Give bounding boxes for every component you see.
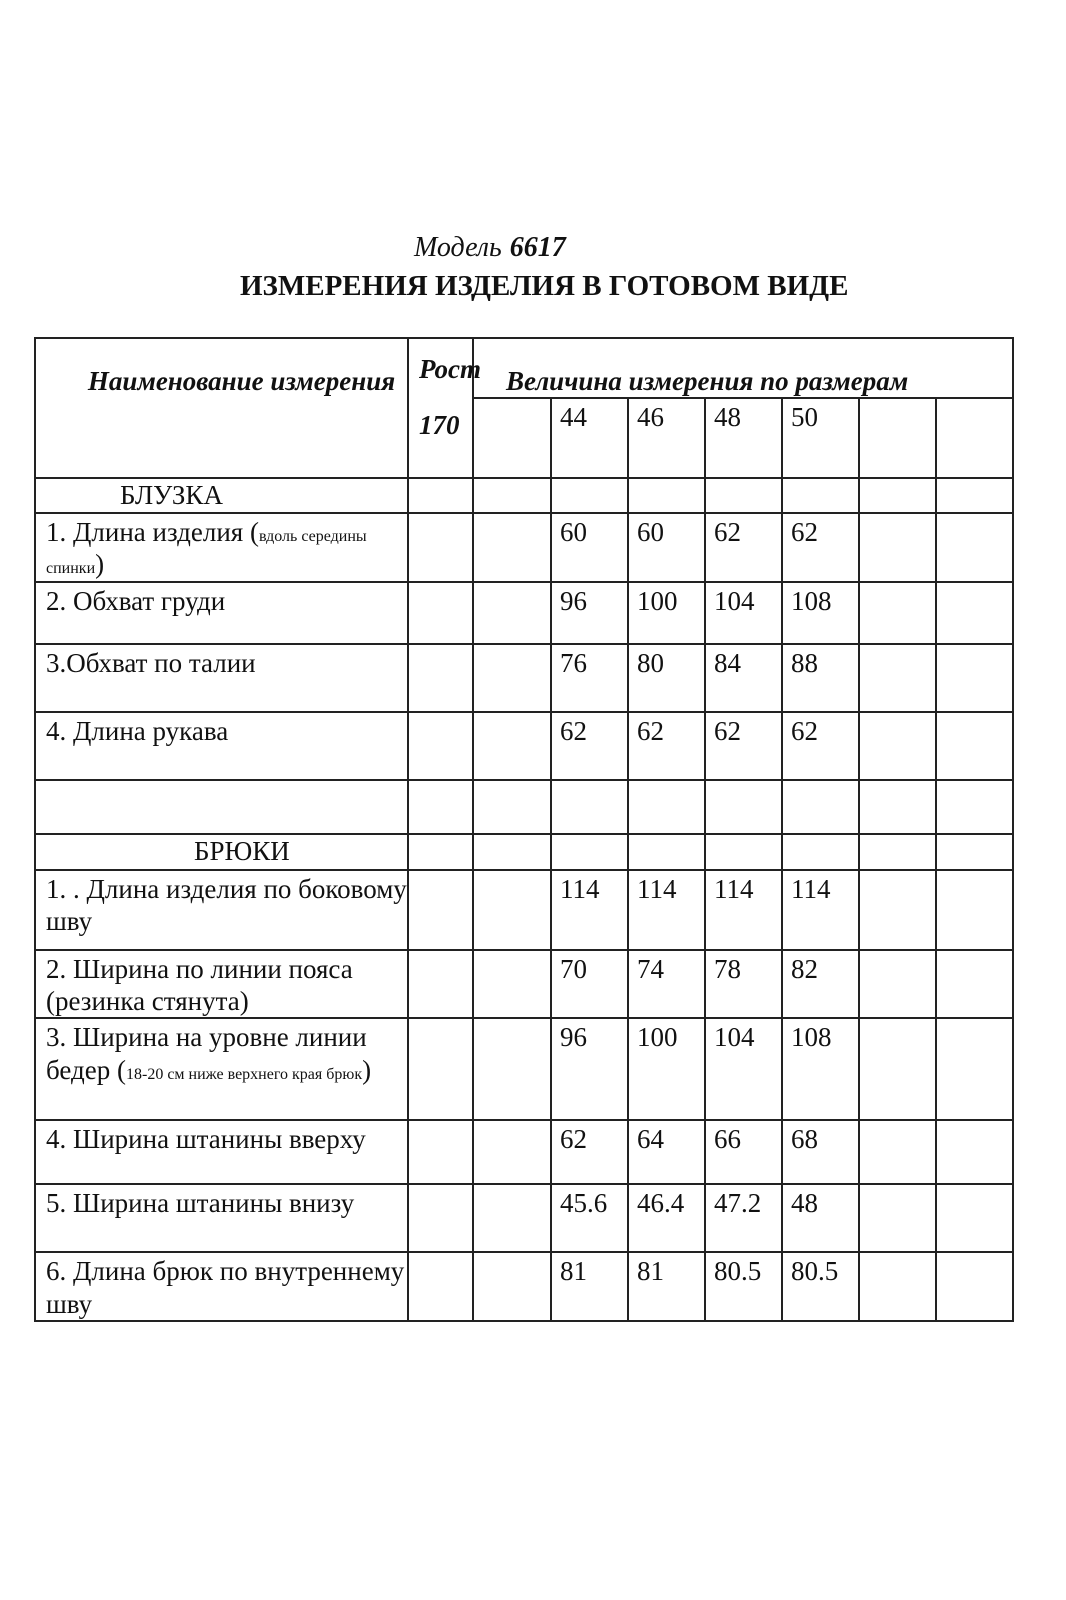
value-cell: 62 (551, 712, 628, 780)
size-header: 50 (782, 398, 859, 478)
value-cell: 62 (782, 712, 859, 780)
empty-cell (936, 478, 1013, 512)
value-cell: 68 (782, 1120, 859, 1184)
empty-cell (859, 780, 936, 834)
value-cell: 104 (705, 1018, 782, 1120)
size-header (936, 398, 1013, 478)
empty-cell (408, 1252, 473, 1321)
empty-cell (473, 870, 551, 950)
model-line (414, 232, 566, 264)
measurement-note-tail: ) (362, 1054, 372, 1085)
empty-cell (408, 1120, 473, 1184)
empty-cell (936, 513, 1013, 582)
table-row (35, 644, 1013, 712)
value-cell: 108 (782, 582, 859, 644)
empty-cell (408, 834, 473, 870)
value-cell (782, 780, 859, 834)
table-row (35, 1184, 1013, 1252)
value-cell: 60 (551, 513, 628, 582)
value-cell (551, 780, 628, 834)
header-row (35, 338, 1013, 398)
measurement-label: 6. Длина брюк по внутреннему шву (46, 1256, 405, 1319)
measurement-name (35, 1120, 408, 1184)
empty-cell (473, 712, 551, 780)
value-cell: 66 (705, 1120, 782, 1184)
table-row (35, 1018, 1013, 1120)
empty-cell (859, 1252, 936, 1321)
value-cell (705, 780, 782, 834)
table-row (35, 780, 1013, 834)
empty-cell (473, 1252, 551, 1321)
table-row (35, 950, 1013, 1019)
measurement-name (35, 712, 408, 780)
value-cell: 45.6 (551, 1184, 628, 1252)
empty-cell (705, 478, 782, 512)
values-column-header: Величина измерения по размерам (473, 338, 1013, 398)
value-cell: 78 (705, 950, 782, 1019)
measurement-label: 2. Обхват груди (46, 585, 226, 616)
empty-cell (859, 1018, 936, 1120)
height-value: 170 (419, 410, 460, 441)
empty-cell (705, 834, 782, 870)
empty-cell (936, 950, 1013, 1019)
measurement-label: 5. Ширина штанины внизу (46, 1188, 355, 1219)
height-label: Рост (419, 354, 482, 384)
measurement-label: 2. Ширина по линии пояса (резинка стянута) (46, 953, 353, 1016)
value-cell: 114 (705, 870, 782, 950)
empty-cell (936, 870, 1013, 950)
size-header: 46 (628, 398, 705, 478)
size-header (859, 398, 936, 478)
section-row (35, 478, 1013, 512)
empty-cell (859, 582, 936, 644)
empty-cell (936, 582, 1013, 644)
empty-cell (859, 1184, 936, 1252)
value-cell: 96 (551, 1018, 628, 1120)
empty-cell (473, 513, 551, 582)
model-label: Модель (414, 232, 502, 263)
value-cell: 82 (782, 950, 859, 1019)
value-cell: 108 (782, 1018, 859, 1120)
empty-cell (473, 1120, 551, 1184)
page-title: ИЗМЕРЕНИЯ ИЗДЕЛИЯ В ГОТОВОМ ВИДЕ (240, 270, 849, 302)
empty-cell (473, 1184, 551, 1252)
empty-cell (408, 712, 473, 780)
measurement-name (35, 513, 408, 582)
value-cell: 114 (628, 870, 705, 950)
measurement-note: вдоль середины спинки (46, 527, 367, 578)
value-cell: 47.2 (705, 1184, 782, 1252)
measurement-label: 3.Обхват по талии (46, 647, 256, 678)
empty-cell (936, 1018, 1013, 1120)
empty-cell (408, 1184, 473, 1252)
section-title: БЛУЗКА (35, 478, 408, 512)
table-row (35, 1120, 1013, 1184)
section-title: БРЮКИ (35, 834, 408, 870)
value-cell: 70 (551, 950, 628, 1019)
measurement-label: 1. . Длина изделия по боковому шву (46, 873, 407, 936)
value-cell: 62 (705, 712, 782, 780)
measurement-label: 3. Ширина на уровне линии бедер ( (46, 1022, 367, 1085)
value-cell: 88 (782, 644, 859, 712)
empty-cell (408, 950, 473, 1019)
measurement-name (35, 780, 408, 834)
value-cell: 74 (628, 950, 705, 1019)
empty-cell (859, 950, 936, 1019)
empty-cell (859, 712, 936, 780)
measurement-name (35, 1184, 408, 1252)
empty-cell (408, 513, 473, 582)
measurement-name (35, 870, 408, 950)
table-row (35, 582, 1013, 644)
value-cell: 80.5 (705, 1252, 782, 1321)
empty-cell (936, 780, 1013, 834)
empty-cell (473, 780, 551, 834)
table-row (35, 1252, 1013, 1321)
empty-cell (551, 834, 628, 870)
empty-cell (408, 582, 473, 644)
value-cell: 48 (782, 1184, 859, 1252)
value-cell: 81 (551, 1252, 628, 1321)
value-cell: 104 (705, 582, 782, 644)
value-cell: 81 (628, 1252, 705, 1321)
value-cell: 100 (628, 1018, 705, 1120)
empty-cell (936, 834, 1013, 870)
empty-cell (473, 582, 551, 644)
value-cell: 114 (782, 870, 859, 950)
empty-cell (628, 834, 705, 870)
size-header: 44 (551, 398, 628, 478)
value-cell: 60 (628, 513, 705, 582)
model-number: 6617 (509, 232, 566, 263)
empty-cell (408, 1018, 473, 1120)
empty-cell (936, 1120, 1013, 1184)
table-row (35, 870, 1013, 950)
name-column-header: Наименование измерения (35, 338, 408, 478)
height-column-header (408, 338, 482, 478)
size-blank-cell (473, 398, 551, 478)
empty-cell (551, 478, 628, 512)
empty-cell (473, 644, 551, 712)
empty-cell (408, 870, 473, 950)
measurement-name (35, 1018, 408, 1120)
value-cell: 46.4 (628, 1184, 705, 1252)
empty-cell (408, 644, 473, 712)
value-cell: 96 (551, 582, 628, 644)
value-cell: 62 (705, 513, 782, 582)
measurement-label: 4. Длина рукава (46, 715, 229, 746)
measurement-name (35, 1252, 408, 1321)
measurement-name (35, 644, 408, 712)
empty-cell (859, 834, 936, 870)
empty-cell (859, 1120, 936, 1184)
value-cell: 62 (782, 513, 859, 582)
empty-cell (782, 478, 859, 512)
empty-cell (936, 712, 1013, 780)
value-cell: 62 (628, 712, 705, 780)
empty-cell (936, 1184, 1013, 1252)
value-cell: 100 (628, 582, 705, 644)
value-cell: 76 (551, 644, 628, 712)
empty-cell (408, 478, 473, 512)
empty-cell (859, 644, 936, 712)
table-row (35, 712, 1013, 780)
empty-cell (859, 870, 936, 950)
table-row (35, 513, 1013, 582)
size-header: 48 (705, 398, 782, 478)
empty-cell (782, 834, 859, 870)
value-cell: 62 (551, 1120, 628, 1184)
measurement-label: 4. Ширина штанины вверху (46, 1124, 366, 1155)
measurement-note: 18-20 см ниже верхнего края брюк (125, 1065, 363, 1083)
value-cell: 80.5 (782, 1252, 859, 1321)
empty-cell (473, 950, 551, 1019)
empty-cell (473, 1018, 551, 1120)
value-cell (628, 780, 705, 834)
empty-cell (473, 478, 551, 512)
section-row (35, 834, 1013, 870)
empty-cell (859, 478, 936, 512)
empty-cell (859, 513, 936, 582)
measurement-note-tail: ) (95, 549, 105, 580)
value-cell: 114 (551, 870, 628, 950)
empty-cell (628, 478, 705, 512)
value-cell: 84 (705, 644, 782, 712)
empty-cell (936, 1252, 1013, 1321)
measurement-name (35, 950, 408, 1019)
empty-cell (473, 834, 551, 870)
value-cell: 64 (628, 1120, 705, 1184)
measurements-table (34, 337, 1014, 1322)
measurement-label: 1. Длина изделия ( (46, 516, 259, 547)
empty-cell (936, 644, 1013, 712)
empty-cell (408, 780, 473, 834)
value-cell: 80 (628, 644, 705, 712)
measurement-name (35, 582, 408, 644)
